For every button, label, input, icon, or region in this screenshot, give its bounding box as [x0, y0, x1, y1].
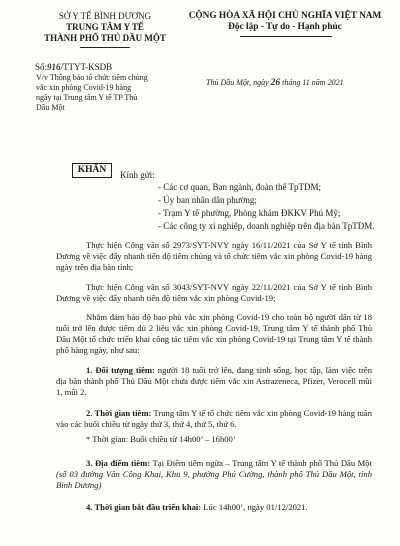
number-prefix: Số: — [35, 62, 48, 72]
item-1-text: người 18 tuổi trở lên, đang sinh sống, học tập, làm việc trên địa bàn thành phố Thủ Dầu Một chưa được tiêm vắc xin Astrazeneca, Pfizer, Verocell mũi 1, mũi 2. — [56, 365, 372, 397]
paragraph-2: Thực hiện Công văn số 3043/SYT-NVY ngày 22/11/2021 của Sở Y tế tỉnh Bình Dương về việc đẩy nhanh tiến độ tiêm vắc xin phòng Covid-19; — [56, 282, 372, 303]
date-suffix: tháng 11 năm 2021 — [282, 78, 344, 87]
item-4 — [56, 502, 372, 513]
recipient-4: - Các công ty xí nghiệp, doanh nghiệp trên địa bàn TpTDM. — [158, 221, 375, 231]
nation-title: CỘNG HÒA XÃ HỘI CHỦ NGHĨA VIỆT NAM — [188, 11, 382, 21]
nation-motto: Độc lập - Tự do - Hạnh phúc — [228, 22, 342, 32]
item-3-label: 3. Địa điểm tiêm: — [86, 458, 151, 468]
item-2-text: Trung tâm Y tế tổ chức tiêm vắc xin phòng Covid-19 hàng tuần vào các buổi chiều từ ngày thứ 3, thứ 4, thứ 5, thứ 6. — [56, 408, 372, 429]
item-3-text: Tại Điểm tiêm ngừa – Trung tâm Y tế thành phố Thủ Dầu Một — [150, 458, 372, 468]
recipients-label: Kính gửi: — [120, 170, 155, 180]
item-3 — [56, 458, 372, 491]
subject-line-3: ngày tại Trung tâm Y tế TP Thủ — [36, 93, 138, 102]
recipient-1: - Các cơ quan, Ban ngành, đoàn thể TpTDM; — [158, 182, 322, 192]
recipient-3: - Trạm Y tế phường, Phòng khám ĐKKV Phú Mỹ; — [158, 208, 341, 218]
org-name-line2: THÀNH PHỐ THỦ DẦU MỘT — [44, 33, 166, 43]
item-4-label: 4. Thời gian bắt đầu triển khai: — [86, 502, 202, 512]
item-1 — [56, 365, 372, 398]
date-handwritten: 26 — [270, 78, 281, 88]
document-number — [35, 62, 112, 73]
urgency-stamp: KHẨN — [72, 163, 112, 178]
item-4-text: Lúc 14h00’, ngày 01/12/2021. — [201, 502, 308, 512]
item-1-label: 1. Đối tượng tiêm: — [86, 365, 155, 375]
item-3-address: (số 03 đường Văn Công Khai, Khu 9, phường Phú Cường, thành phố Thủ Dầu Một, tỉnh Bình Dương) — [56, 469, 372, 490]
issue-date — [206, 78, 344, 88]
right-header-rule — [240, 36, 332, 37]
paragraph-3: Nhằm đảm bảo độ bao phủ vắc xin phòng Covid-19 cho toàn bộ người dân từ 18 tuổi trở lên được tiêm đủ 2 liều vắc xin phòng Covid-19, Trung tâm Y tế thành phố Thủ Dầu Một tổ chức triển khai công tác tiêm vắc xin phòng Covid-19 tại Trung tâm Y tế thành phố hàng ngày, như sau: — [56, 312, 372, 355]
item-2-label: 2. Thời gian tiêm: — [86, 408, 152, 418]
date-prefix: Thủ Dầu Một, ngày — [206, 78, 269, 87]
agency-name: SỞ Y TẾ BÌNH DƯƠNG — [58, 11, 152, 21]
subject-line-1: V/v Thông báo tổ chức tiêm chủng — [36, 73, 148, 82]
number-suffix: /TTYT-KSDB — [60, 62, 113, 72]
org-name-line1: TRUNG TÂM Y TẾ — [66, 22, 144, 32]
recipient-2: - Ủy ban nhân dân phường; — [158, 195, 257, 205]
item-2 — [56, 408, 372, 430]
number-handwritten: 916 — [47, 62, 61, 72]
paragraph-1: Thực hiện Công văn số 2973/SYT-NVY ngày 16/11/2021 của Sở Y tế tỉnh Bình Dương về việc đẩy nhanh tiến độ tiêm chủng và tổ chức tiêm vắc xin phòng Covid-19 hàng ngày trên địa bàn tỉnh; — [56, 240, 372, 272]
left-header-rule — [80, 47, 130, 48]
item-2-time: * Thời gian: Buổi chiều từ 14h00’ – 16h00’ — [86, 434, 236, 444]
subject-line-2: vắc xin phòng Covid-19 hàng — [36, 83, 132, 92]
subject-line-4: Dầu Một — [36, 103, 65, 112]
